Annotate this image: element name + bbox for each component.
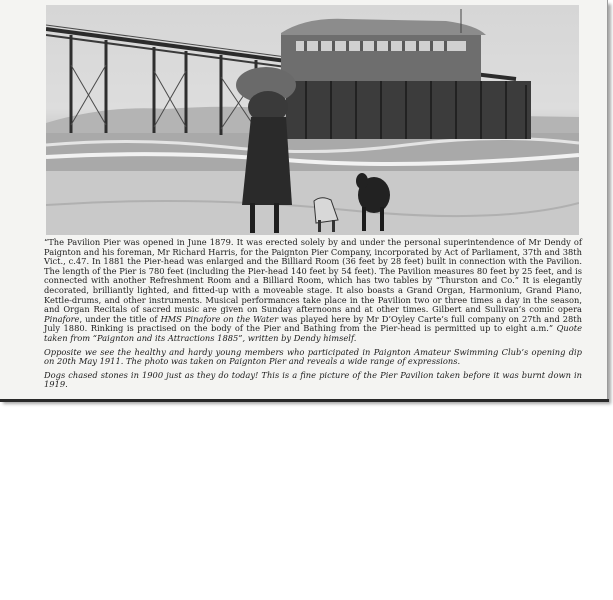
dogs-caption: Dogs chased stones in 1900 just as they do today! This is a fine picture of the Pier Pavilion taken before it was burnt down in 1919. (44, 369, 582, 390)
caption-block (44, 238, 582, 394)
pier-photo-illustration (46, 5, 579, 235)
hms-pinafore-title: HMS Pinafore on the Water (160, 313, 279, 324)
pinafore-title: Pinafore (44, 313, 80, 324)
page-edge (0, 399, 609, 402)
pier-history-quote: “The Pavilion Pier was opened in June 1879. It was erected solely by and under the personal superintendence of Mr Dendy of Paignton and his foreman, Mr Richard Harris, for the Paignton Pier Company, incorporated by Act of Parliament, 37th and 38th Vict., c.47. In 1881 the Pier-head was enlarged and the Billiard Room (36 feet by 28 feet) built in connection with the Pavilion. The length of the Pier is 780 feet (including the Pier-head 140 feet by 54 feet). The Pavilion measures 80 feet by 25 feet, and is connected with another Refreshment Room and a Billiard Room, which has two tables by “Thurston and Co.” It is elegantly decorated, brilliantly lighted, and fitted-up with a moveable stage. It also boasts a Grand Organ, Harmonium, Grand Piano, Kettle-drums, and other instruments. Musical performances take place in the Pavilion two or three times a day in the season, and Organ Recitals of sacred music are given on Sunday afternoons and at other times. Gilbert and Sullivan’s comic opera Pinafore, under the title of HMS Pinafore on the Water was played here by Mr D’Oyley Carte’s full company on 27th and 28th July 1880. Rinking is practised on the body of the Pier and Bathing from the Pier-head is permitted up to eight a.m.” Quote taken from “Paignton and its Attractions 1885”, written by Dendy himself. (44, 237, 582, 343)
swimmers-caption: Opposite we see the healthy and hardy young members who participated in Paignton Amateur Swimming Club’s opening dip on 20th May 1911. The photo was taken on Paignton Pier and reveals a wide range of expressions. (44, 346, 582, 367)
pier-pavilion-photo (46, 5, 579, 235)
quote-source: Quote taken from “Paignton and its Attractions 1885”, written by Dendy himself. (44, 323, 582, 343)
